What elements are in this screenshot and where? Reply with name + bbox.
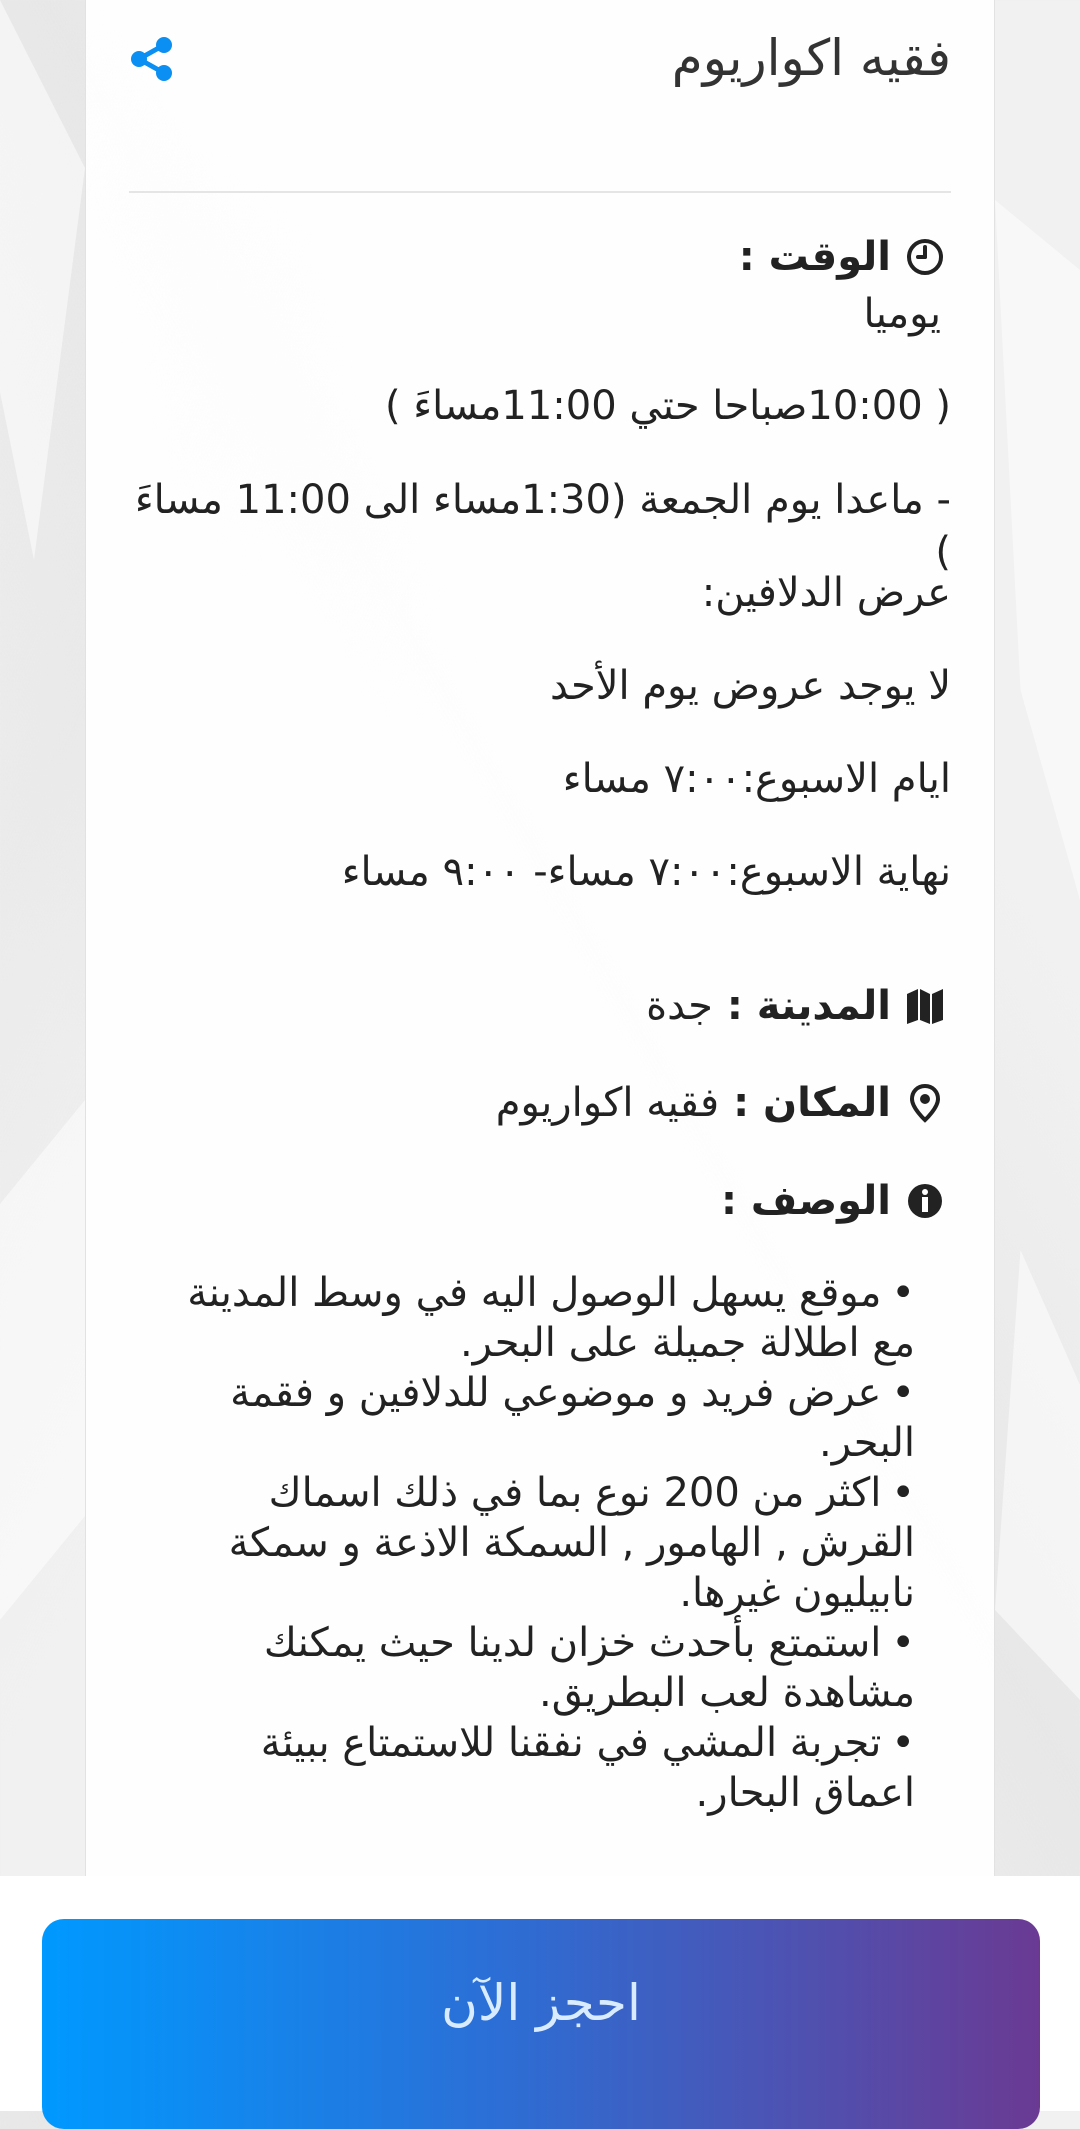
- weekend-show-time: نهاية الاسبوع:٧:٠٠ مساء- ٩:٠٠ مساء: [341, 849, 951, 895]
- book-now-label: احجز الآن: [441, 1974, 641, 2032]
- time-friday-exception: - ماعدا يوم الجمعة (1:30مساء الى 11:00 مساءَ ): [134, 477, 951, 575]
- share-button[interactable]: [129, 36, 175, 82]
- description-heading-label: الوصف :: [720, 1178, 891, 1224]
- city-row: [646, 983, 945, 1029]
- no-sunday-shows: لا يوجد عروض يوم الأحد: [549, 663, 951, 709]
- info-icon: [905, 1181, 945, 1221]
- clock-icon: [905, 237, 945, 277]
- time-heading-label: الوقت :: [738, 234, 891, 280]
- title-row: [129, 0, 951, 118]
- time-heading: [739, 234, 945, 280]
- background-shape: [0, 1100, 85, 1620]
- description-list: [175, 1268, 915, 1818]
- city-value: جدة: [646, 983, 713, 1029]
- place-label: المكان :: [733, 1080, 891, 1126]
- list-item: • استمتع بأحدث خزان لدينا حيث يمكنك مشاهدة لعب البطريق.: [175, 1618, 915, 1718]
- city-label: المدينة :: [726, 983, 891, 1029]
- list-item: • اكثر من 200 نوع بما في ذلك اسماك القرش , الهامور , السمكة الاذعة و سمكة نابيليون غيرها.: [175, 1468, 915, 1618]
- weekday-show-time: ايام الاسبوع:٧:٠٠ مساء: [562, 756, 951, 802]
- description-heading: [721, 1178, 945, 1224]
- time-daily: يوميا: [863, 291, 941, 337]
- list-item: • موقع يسهل الوصول اليه في وسط المدينة مع اطلالة جميلة على البحر.: [175, 1268, 915, 1368]
- location-pin-icon: [905, 1083, 945, 1123]
- time-range: ( 10:00صباحا حتي 11:00مساءَ ): [384, 383, 951, 429]
- list-item: • عرض فريد و موضوعي للدلافين و فقمة البحر.: [175, 1368, 915, 1468]
- event-details-card: [85, 0, 995, 1876]
- list-item: • تجربة المشي في نفقنا للاستمتاع ببيئة اعماق البحار.: [175, 1718, 915, 1818]
- place-row: [496, 1080, 945, 1126]
- background-shape: [995, 200, 1080, 900]
- background-shape: [995, 1250, 1080, 1700]
- share-icon: [129, 36, 175, 82]
- bottom-bar: [0, 1876, 1080, 2111]
- page-title: فقيه اكواريوم: [671, 29, 951, 87]
- card-content: [129, 0, 951, 118]
- dolphin-show-label: عرض الدلافين:: [701, 570, 951, 616]
- place-value: فقيه اكواريوم: [495, 1080, 720, 1126]
- map-icon: [905, 986, 945, 1026]
- background-shape: [0, 0, 85, 560]
- book-now-button[interactable]: [42, 1919, 1040, 2129]
- title-divider: [129, 191, 951, 193]
